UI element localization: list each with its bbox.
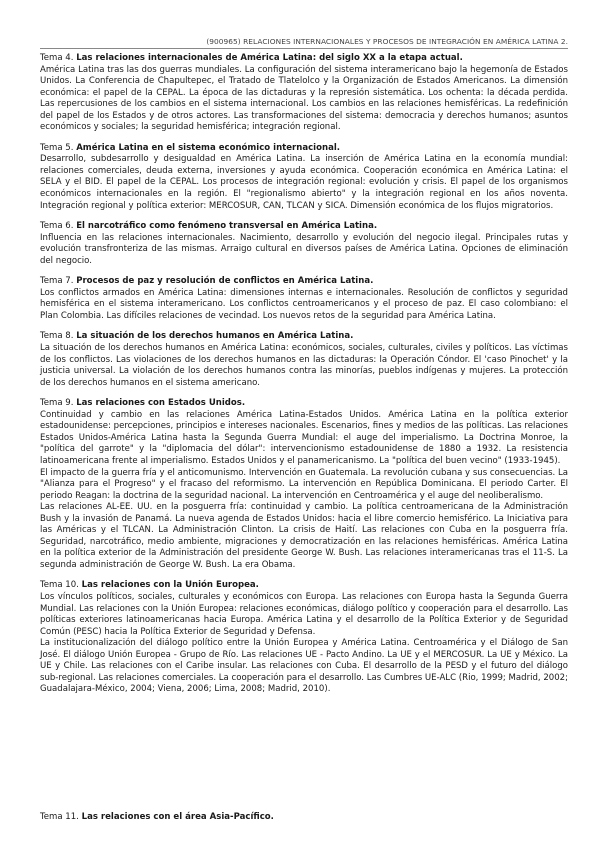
tema-paragraph: Los vínculos políticos, sociales, culturales y económicos con Europa. Las relaciones con Europa hasta la Segunda Guerra Mundial. Las relaciones con la Unión Europea: relaciones económicas, diálogo político y cooperación para el desarrollo. Las políticas exteriores latinoamericanas hacia Europa. América Latina y el desarrollo de la Política Exterior y de Seguridad Común (PESC) hacia la Política Exterior de Seguridad y Defensa.: [40, 591, 568, 637]
tema-section-11: [40, 812, 274, 824]
tema-section: [40, 221, 568, 267]
tema-title: Las relaciones internacionales de América Latina: del siglo XX a la etapa actual.: [76, 53, 463, 63]
tema-heading: [40, 580, 568, 592]
tema-section: [40, 53, 568, 134]
tema-label: Tema 9.: [40, 398, 74, 409]
running-header: (900965) RELACIONES INTERNACIONALES Y PROCESOS DE INTEGRACIÓN EN AMÉRICA LATINA 2.: [206, 37, 568, 46]
tema-heading: [40, 53, 568, 65]
tema-label: Tema 10.: [40, 580, 79, 591]
tema-paragraph: La institucionalización del diálogo político entre la Unión Europea y América Latina. Centroamérica y el Diálogo de San José. El diálogo Unión Europea - Grupo de Río. Las relaciones UE - Pacto Andino. La UE y el MERCOSUR. La UE y México. La UE y Chile. Las relaciones con el Caribe insular. Las relaciones con Cuba. El desarrollo de la PESD y el futuro del diálogo sub-regional. Las relaciones comerciales. La cooperación para el desarrollo. Las Cumbres UE-ALC (Rio, 1999; Madrid, 2002; Guadalajara-México, 2004; Viena, 2006; Lima, 2008; Madrid, 2010).: [40, 638, 568, 695]
tema-title: Las relaciones con la Unión Europea.: [81, 580, 259, 591]
tema-section: [40, 143, 568, 212]
tema-paragraph: América Latina tras las dos guerras mundiales. La configuración del sistema interamericano bajo la hegemonía de Estados Unidos. La Conferencia de Chapultepec, el Tratado de Tlatelolco y la Organización de Estados Americanos. La dimensión económica: el papel de la CEPAL. La época de las dictaduras y la represión sistemática. Los ochenta: la década perdida. Las repercusiones de los cambios en el sistema internacional. Los cambios en las relaciones hemisféricas. La redefinición del papel de los Estados y de otros actores. Las transformaciones del sistema: democracia y derechos humanos; asuntos económicos y sociales; la seguridad hemisférica; integración regional.: [40, 64, 568, 133]
tema-paragraph: Continuidad y cambio en las relaciones América Latina-Estados Unidos. América Latina en la política exterior estadounidense: percepciones, principios e intereses nacionales. Escenarios, fines y medios de las políticas. Las relaciones Estados Unidos-América Latina hasta la Segunda Guerra Mundial: el auge del imperialismo. La Doctrina Monroe, la "política del garrote" y la "diplomacia del dólar": intervencionismo estadounidense de 1880 a 1932. La resistencia latinoamericana frente al imperialismo. Estados Unidos y el panamericanismo. La "política del buen vecino" (1933-1945).: [40, 409, 568, 466]
tema-heading: [40, 143, 568, 155]
tema-label: Tema 4.: [40, 53, 74, 63]
tema-paragraph: Los conflictos armados en América Latina: dimensiones internas e internacionales. Resolución de conflictos y seguridad hemisférica en el sistema interamericano. Los conflictos centroamericanos y el proceso de paz. El caso colombiano: el Plan Colombia. Las difíciles relaciones de vecindad. Los nuevos retos de la seguridad para América Latina.: [40, 287, 568, 321]
tema-paragraph: Las relaciones AL-EE. UU. en la posguerra fría: continuidad y cambio. La política centroamericana de la Administración Bush y la invasión de Panamá. La nueva agenda de Estados Unidos: hacia el libre comercio hemisférico. La Iniciativa para las Américas y el TLCAN. La Administración Clinton. La crisis de Haití. Las relaciones con Cuba en la posguerra fría. Seguridad, narcotráfico, medio ambiente, migraciones y democratización en las relaciones hemisféricas. América Latina en la política exterior de la Administración del presidente George W. Bush. Las relaciones interamericanas tras el 11-S. La segunda administración de George W. Bush. La era Obama.: [40, 502, 568, 570]
tema-heading: [40, 276, 568, 288]
header-divider: [40, 48, 568, 49]
tema-paragraph: El impacto de la guerra fría y el anticomunismo. Intervención en Guatemala. La revolución cubana y sus consecuencias. La "Alianza para el Progreso" y el fracaso del reformismo. La intervención en República Dominicana. El periodo Carter. El periodo Reagan: la doctrina de la seguridad nacional. La intervención en Centroamérica y el auge del neoliberalismo.: [40, 467, 568, 501]
tema-label: Tema 11.: [40, 812, 79, 822]
tema-section: [40, 580, 568, 695]
tema-label: Tema 7.: [40, 276, 74, 287]
tema-section: [40, 331, 568, 389]
tema-heading: [40, 331, 568, 343]
tema-title: Las relaciones con el área Asia-Pacífico.: [81, 812, 274, 822]
tema-title: América Latina en el sistema económico internacional.: [76, 142, 341, 153]
tema-paragraph: Influencia en las relaciones internacionales. Nacimiento, desarrollo y evolución del negocio ilegal. Principales rutas y evolución transfronteriza de las mismas. Arraigo cultural en diversos países de América Latina. Opciones de eliminación del negocio.: [40, 232, 568, 266]
syllabus-content: [40, 53, 568, 705]
tema-label: Tema 6.: [40, 221, 74, 232]
tema-title: La situación de los derechos humanos en América Latina.: [76, 331, 354, 342]
tema-section: [40, 398, 568, 571]
tema-label: Tema 8.: [40, 331, 74, 342]
tema-section: [40, 276, 568, 322]
tema-heading: [40, 398, 568, 410]
tema-title: El narcotráfico como fenómeno transversal en América Latina.: [76, 221, 378, 232]
tema-title: Procesos de paz y resolución de conflictos en América Latina.: [76, 276, 374, 287]
tema-label: Tema 5.: [40, 142, 74, 153]
tema-paragraph: Desarrollo, subdesarrollo y desigualdad en América Latina. La inserción de América Latina en la economía mundial: relaciones comerciales, deuda externa, inversiones y ayuda económica. Cooperación económica en América Latina: el SELA y el BID. El papel de la CEPAL. Los procesos de integración regional: evolución y crisis. El papel de los organismos económicos internacionales en la región. El "regionalismo abierto" y la integración regional en los años noventa. Integración regional y política exterior: MERCOSUR, CAN, TLCAN y SICA. Dimensión económica de los flujos migratorios.: [40, 154, 568, 211]
tema-title: Las relaciones con Estados Unidos.: [76, 398, 246, 409]
tema-paragraph: La situación de los derechos humanos en América Latina: económicos, sociales, culturales, civiles y políticos. Las víctimas de los conflictos. Las violaciones de los derechos humanos en las dictaduras: la Operación Cóndor. El 'caso Pinochet' y la justicia universal. La violación de los derechos humanos contra las minorías, pueblos indígenas y mujeres. La protección de los derechos humanos en el sistema americano.: [40, 343, 568, 388]
tema-heading: [40, 221, 568, 233]
